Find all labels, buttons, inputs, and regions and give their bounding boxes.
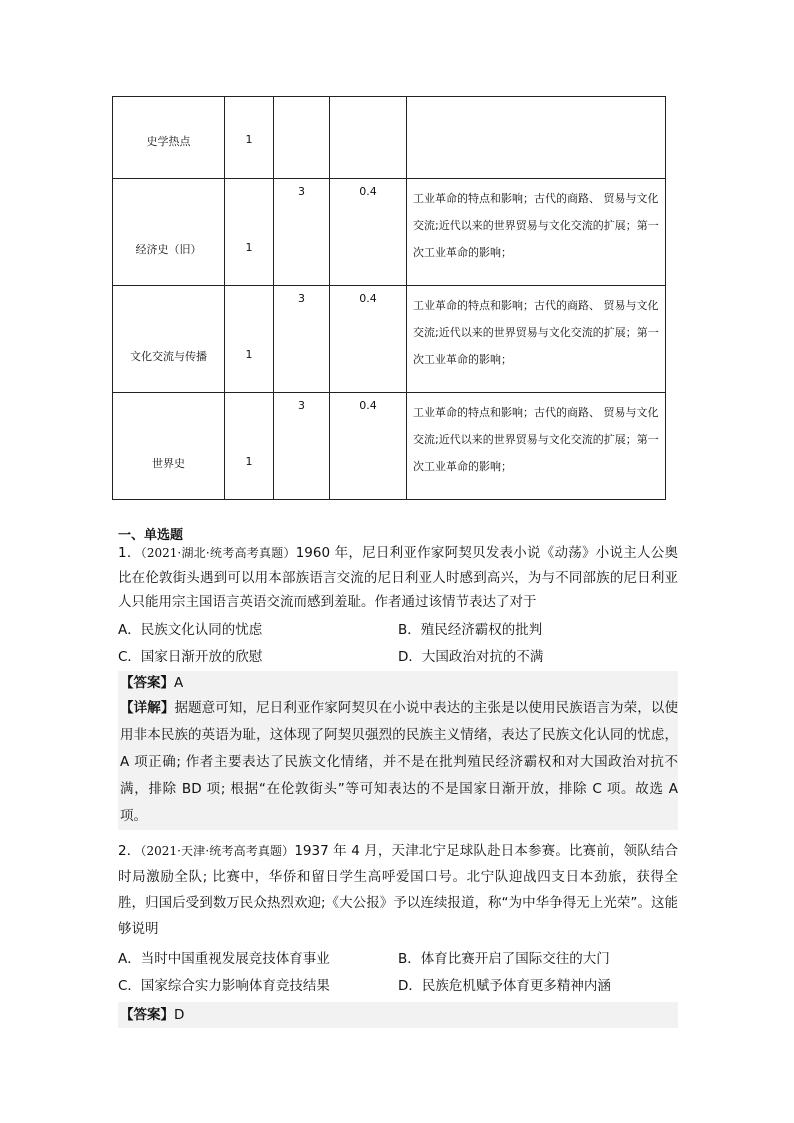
- topic-table: [112, 96, 666, 500]
- ratio-cell: [330, 393, 407, 500]
- table-row: [113, 393, 666, 500]
- detail-label: 【详解】: [120, 700, 175, 716]
- answer-label: 【答案】: [120, 674, 174, 691]
- detail-line: [120, 695, 678, 830]
- option-a[interactable]: A．民族文化认同的忧虑: [118, 621, 263, 638]
- question-source: （2021·湖北·统考高考真题）: [140, 546, 296, 560]
- answer-box: [118, 1002, 678, 1028]
- knowledge-cell: [407, 179, 666, 286]
- table-row: [113, 97, 666, 179]
- question-stem: [118, 541, 678, 615]
- count-cell: [225, 179, 274, 286]
- answer-value: D: [174, 1007, 185, 1023]
- answer-line: [120, 671, 678, 696]
- knowledge-cell: [407, 286, 666, 393]
- score-value: 3: [298, 292, 305, 305]
- option-c[interactable]: C．国家日渐开放的欣慰: [118, 648, 263, 665]
- option-b[interactable]: B．殖民经济霸权的批判: [398, 621, 543, 638]
- question-text: 1960 年，尼日利亚作家阿契贝发表小说《动荡》小说主人公奥比在伦敦街头遇到可以用本部族语言交流的尼日利亚人时感到高兴，为与不同部族的尼日利亚人只能用宗主国语言英语交流而感到羞耻。作者通过该情节表达了对于: [118, 545, 679, 610]
- score-cell: [274, 286, 330, 393]
- question-stem: [118, 838, 678, 942]
- count-value: 1: [245, 348, 253, 361]
- count-value: 1: [245, 133, 253, 146]
- question-number: 1．: [118, 545, 141, 561]
- option-d[interactable]: D．大国政治对抗的不满: [398, 648, 544, 665]
- score-cell: [274, 179, 330, 286]
- topic-cell: [113, 179, 225, 286]
- option-b[interactable]: B．体育比赛开启了国际交往的大门: [398, 951, 610, 967]
- option-list: [118, 946, 678, 1000]
- answer-box: [118, 671, 678, 831]
- question-text: 1937 年 4 月，天津北宁足球队赴日本参赛。比赛前，领队结合时局激励全队; 比赛中，华侨和留日学生高呼爱国口号。北宁队迎战四支日本劲旅，获得全胜，归国后受到数万民众热烈欢迎;《大公报》予以连续报道，称“为中华争得无上光荣”。这能够说明: [118, 843, 679, 937]
- count-value: 1: [245, 455, 253, 468]
- question-2: [118, 838, 678, 1028]
- question-source: （2021·天津·统考高考真题）: [140, 844, 295, 858]
- score-value: 3: [298, 399, 305, 412]
- topic-cell: [113, 286, 225, 393]
- knowledge-cell: [407, 393, 666, 500]
- ratio-cell: [330, 286, 407, 393]
- answer-label: 【答案】: [120, 1007, 174, 1023]
- topic-label: 文化交流与传播: [130, 350, 207, 363]
- count-value: 1: [245, 241, 253, 254]
- count-cell: [225, 286, 274, 393]
- answer-value: A: [174, 674, 184, 691]
- knowledge-text: 工业革命的特点和影响；古代的商路、 贸易与文化交流;近代以来的世界贸易与文化交流的扩展；第一次工业革命的影响；: [413, 192, 659, 259]
- ratio-value: 0.4: [359, 185, 377, 198]
- section-title: 一、单选题: [118, 528, 184, 543]
- count-cell: [225, 393, 274, 500]
- score-value: 3: [298, 185, 305, 198]
- knowledge-cell: [407, 97, 666, 179]
- detail-text: 据题意可知，尼日利亚作家阿契贝在小说中表达的主张是以使用民族语言为荣，以使用非本民族的英语为耻，这体现了阿契贝强烈的民族主义情绪，表达了民族文化认同的忧虑，A 项正确; 作者主要表达了民族文化情绪，并不是在批判殖民经济霸权和对大国政治对抗不满，排除 BD 项; 根据“在伦敦街头”等可知表达的不是国家日渐开放，排除 C 项。故选 A 项。: [120, 700, 679, 824]
- score-cell: [274, 97, 330, 179]
- topic-label: 史学热点: [146, 135, 191, 148]
- knowledge-text: 工业革命的特点和影响；古代的商路、 贸易与文化交流;近代以来的世界贸易与文化交流的扩展；第一次工业革命的影响；: [413, 406, 659, 473]
- table-row: [113, 179, 666, 286]
- option-c[interactable]: C．国家综合实力影响体育竞技结果: [118, 978, 330, 994]
- table-row: [113, 286, 666, 393]
- question-number: 2．: [118, 843, 141, 859]
- knowledge-text: 工业革命的特点和影响；古代的商路、 贸易与文化交流;近代以来的世界贸易与文化交流的扩展；第一次工业革命的影响；: [413, 299, 659, 366]
- count-cell: [225, 97, 274, 179]
- ratio-value: 0.4: [359, 399, 377, 412]
- ratio-value: 0.4: [359, 292, 377, 305]
- option-d[interactable]: D．民族危机赋予体育更多精神内涵: [398, 978, 611, 994]
- option-list: [118, 617, 678, 671]
- ratio-cell: [330, 97, 407, 179]
- ratio-cell: [330, 179, 407, 286]
- option-a[interactable]: A．当时中国重视发展竞技体育事业: [118, 951, 330, 967]
- question-1: [118, 541, 678, 830]
- topic-cell: [113, 393, 225, 500]
- topic-cell: [113, 97, 225, 179]
- score-cell: [274, 393, 330, 500]
- topic-label: 世界史: [152, 457, 185, 470]
- topic-label: 经济史（旧）: [135, 243, 202, 256]
